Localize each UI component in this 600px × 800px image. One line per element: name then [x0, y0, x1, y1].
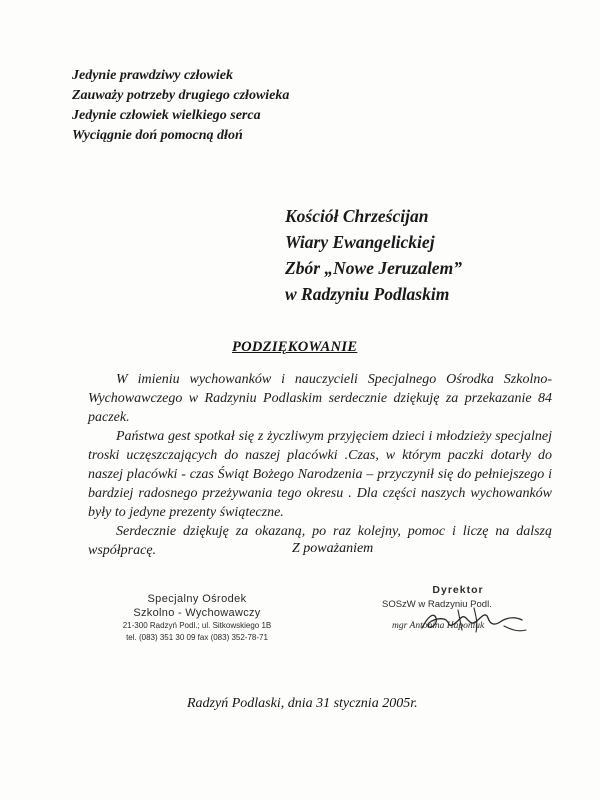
letter-body — [88, 370, 552, 560]
signatory-institution: SOSzW w Radzyniu Podl. — [382, 599, 492, 610]
addressee-line: w Radzyniu Podlaskim — [285, 284, 450, 304]
addressee-line: Kościół Chrześcijan — [285, 206, 429, 226]
closing-phrase: Z poważaniem — [292, 541, 374, 556]
signatory-name: mgr Antonina Haponiuk — [392, 621, 485, 631]
institution-stamp — [122, 592, 272, 644]
addressee-line: Wiary Ewangelickiej — [285, 232, 435, 252]
addressee-line: Zbór „Nowe Jeruzalem” — [285, 258, 462, 278]
letter-title: PODZIĘKOWANIE — [232, 339, 358, 355]
motto-line: Jedynie prawdziwy człowiek — [72, 68, 233, 83]
stamp-name-line2: Szkolno - Wychowawczy — [133, 607, 261, 619]
date-line: Radzyń Podlaski, dnia 31 stycznia 2005r. — [187, 696, 418, 711]
motto — [72, 66, 289, 146]
handwritten-signature — [418, 604, 530, 638]
stamp-address: 21-300 Radzyń Podl.; ul. Sitkowskiego 1B — [122, 621, 272, 630]
body-paragraph: Państwa gest spotkał się z życzliwym przyjęciem dzieci i młodzieży specjalnej troski uczęszczających do naszej placówki .Czas, w którym paczki dotarły do naszej placówki - czas Świąt Bożego Narodzenia – przyczynił się do pełniejszego i bardziej radosnego przeżywania tego okresu . Dla części naszych wychowanków były to jedyne prezenty świąteczne. — [88, 429, 552, 520]
signatory-title: Dyrektor — [432, 584, 484, 596]
stamp-phone: tel. (083) 351 30 09 fax (083) 352-78-71 — [126, 633, 268, 642]
body-paragraph: Serdecznie dziękuję za okazaną, po raz kolejny, pomoc i liczę na dalszą współpracę. — [88, 524, 552, 558]
motto-line: Wyciągnie doń pomocną dłoń — [72, 128, 243, 143]
addressee — [285, 203, 462, 307]
motto-line: Jedynie człowiek wielkiego serca — [72, 108, 261, 123]
body-paragraph: W imieniu wychowanków i nauczycieli Specjalnego Ośrodka Szkolno-Wychowawczego w Radzyniu Podlaskim serdecznie dziękuję za przekazanie 84 paczek. — [88, 372, 552, 425]
motto-line: Zauważy potrzeby drugiego człowieka — [72, 88, 290, 103]
stamp-name-line1: Specjalny Ośrodek — [147, 593, 247, 605]
